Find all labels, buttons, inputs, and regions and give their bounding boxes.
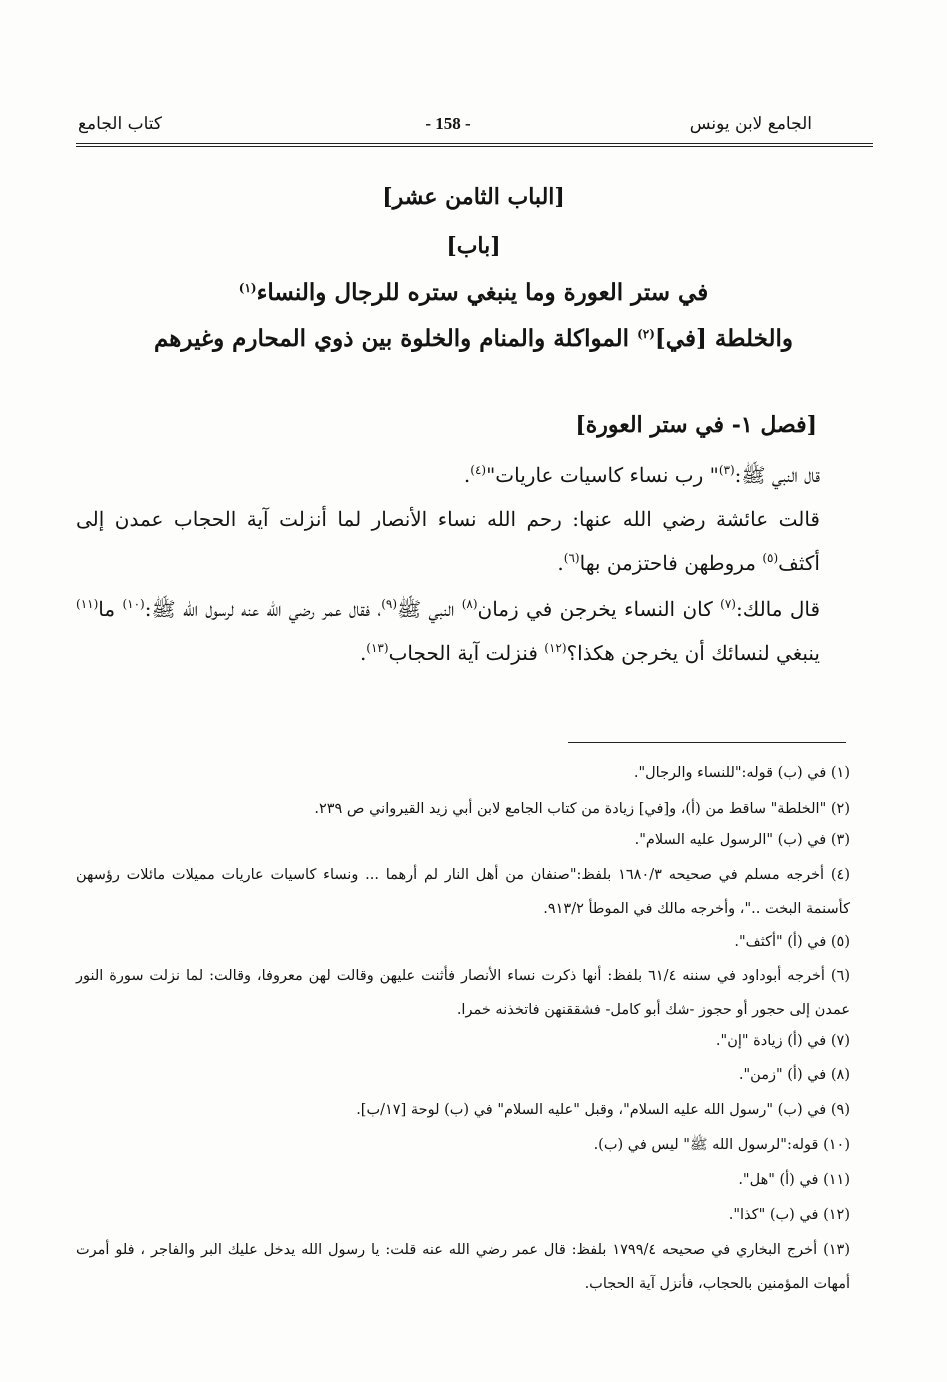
footnote-number: (٢)	[830, 801, 850, 817]
footnote-ref[interactable]: (٣)	[718, 463, 735, 477]
subtitle-text: في ستر العورة وما ينبغي ستره للرجال والنساء	[256, 279, 709, 306]
footnote-5	[76, 925, 850, 959]
chapter-subtitle-line1	[60, 275, 887, 311]
footnote-ref[interactable]: (١٠)	[122, 597, 145, 611]
footnote-6	[76, 959, 850, 1027]
footnote-12	[76, 1198, 850, 1232]
footnote-ref[interactable]: (٥)	[762, 551, 779, 565]
footnote-number: (١٠)	[823, 1137, 850, 1153]
text: النبي ﷺ	[397, 597, 462, 621]
footnote-text: في (ب) "رسول الله عليه السلام"، وقبل "عليه السلام" في (ب) لوحة [١٧/ب].	[356, 1102, 827, 1118]
subtitle-text: والخلطة [في]	[654, 325, 794, 352]
paragraph-aisha	[76, 497, 820, 585]
section-heading: [فصل ١- في ستر العورة]	[575, 412, 817, 438]
footnote-text: في (أ) "هل".	[738, 1172, 819, 1188]
footnote-text: أخرجه مسلم في صحيحه ١٦٨٠/٣ بلفظ:"صنفان من أهل النار لم أرهما ... ونساء كاسيات عاريات مميلات مائلات رؤسهن كأسنمة البخت .."، وأخرجه مالك في الموطأ ٩١٣/٢.	[76, 867, 850, 917]
footnote-number: (٩)	[830, 1102, 850, 1118]
footnote-7	[76, 1024, 850, 1058]
chapter-title: [الباب الثامن عشر]	[382, 184, 565, 210]
bab-title: [باب]	[446, 233, 501, 259]
footnote-text: في (أ) "أكثف".	[734, 934, 827, 950]
footnote-number: (١١)	[823, 1172, 850, 1188]
footnote-ref[interactable]: (٩)	[381, 597, 398, 611]
footnote-number: (٨)	[830, 1067, 850, 1083]
footnote-ref[interactable]: (١٣)	[366, 641, 389, 655]
footnote-number: (٦)	[830, 968, 851, 984]
text: ، فقال عمر رضي الله عنه لرسول الله ﷺ:	[144, 597, 382, 621]
footnote-8	[76, 1058, 850, 1092]
footnote-text: قوله:"لرسول الله ﷺ" ليس في (ب).	[593, 1137, 819, 1153]
subtitle-text: المواكلة والمنام والخلوة بين ذوي المحارم وغيرهم	[153, 325, 638, 352]
paragraph-malik	[76, 587, 820, 675]
footnote-ref[interactable]: (٨)	[461, 597, 478, 611]
text: .	[557, 551, 564, 575]
footnote-number: (١٢)	[823, 1207, 850, 1223]
footnote-1	[76, 756, 850, 790]
header-rule	[76, 143, 873, 144]
footnote-10	[76, 1128, 850, 1162]
text: قالت عائشة رضي الله عنها: رحم الله نساء الأنصار لما أنزلت آية الحجاب عمدن إلى أكثف	[76, 507, 820, 575]
text: .	[463, 463, 471, 487]
footnote-number: (٥)	[830, 934, 850, 950]
footnote-number: (١)	[830, 765, 850, 781]
text: فنزلت آية الحجاب	[388, 641, 545, 665]
footnote-number: (٧)	[830, 1033, 850, 1049]
chapter-subtitle-line2	[60, 321, 887, 357]
footnote-ref[interactable]: (٢)	[637, 327, 655, 341]
text: مروطهن فاحتزمن بها	[579, 551, 763, 575]
text: كان النساء يخرجن في زمان	[477, 597, 721, 621]
footnote-number: (١٣)	[823, 1242, 850, 1258]
footnote-text: في (أ) "زمن".	[738, 1067, 827, 1083]
text: ينبغي لنسائك أن يخرجن هكذا؟	[566, 641, 820, 665]
paragraph-hadith	[76, 453, 820, 497]
footnote-text: في (ب) قوله:"للنساء والرجال".	[633, 765, 827, 781]
footnote-9	[76, 1093, 850, 1127]
footnote-number: (٣)	[830, 832, 850, 848]
text: .	[359, 641, 367, 665]
text: قال مالك:	[735, 597, 821, 621]
page-number: - 158 -	[425, 114, 471, 133]
footnote-2	[76, 792, 850, 826]
footnote-text: في (ب) "كذا".	[728, 1207, 819, 1223]
footnote-11	[76, 1163, 850, 1197]
footnote-text: أخرجه أبوداود في سننه ٦١/٤ بلفظ: أنها ذكرت نساء الأنصار فأثنت عليهن وقالت لهن معروفا، وقالت: لما نزلت سورة النور عمدن إلى حجور أو حجوز -شك أبو كامل- فشققنهن فاتخذنه خمرا.	[76, 968, 850, 1018]
footnote-text: أخرج البخاري في صحيحه ١٧٩٩/٤ بلفظ: قال عمر رضي الله عنه قلت: يا رسول الله يدخل عليك البر والفاجر ، فلو أمرت أمهات المؤمنين بالحجاب، فأنزل آية الحجاب.	[76, 1242, 850, 1292]
text: " رب نساء كاسيات عاريات"	[486, 463, 719, 487]
footnote-text: في (ب) "الرسول عليه السلام".	[634, 832, 827, 848]
footnote-3	[76, 823, 850, 857]
footnote-ref[interactable]: (٤)	[470, 463, 487, 477]
text: قال النبي ﷺ:	[734, 463, 820, 487]
footnote-13	[76, 1233, 850, 1301]
footnote-4	[76, 858, 850, 926]
footnote-ref[interactable]: (٦)	[563, 551, 580, 565]
footnote-text: في (أ) زيادة "إن".	[715, 1033, 827, 1049]
footnote-separator	[568, 742, 846, 743]
footnote-number: (٤)	[830, 867, 850, 883]
footnote-text: "الخلطة" ساقط من (أ)، و[في] زيادة من كتاب الجامع لابن أبي زيد القيرواني ص ٢٣٩.	[314, 801, 827, 817]
header-rule	[76, 146, 873, 147]
footnote-ref[interactable]: (١٢)	[544, 641, 567, 655]
header-section-title: كتاب الجامع	[78, 114, 163, 134]
text: ما	[98, 597, 123, 621]
footnote-ref[interactable]: (٧)	[720, 597, 736, 611]
footnote-ref[interactable]: (١١)	[76, 597, 99, 611]
header-book-title: الجامع لابن يونس	[689, 114, 812, 134]
footnote-ref[interactable]: (١)	[238, 281, 257, 295]
